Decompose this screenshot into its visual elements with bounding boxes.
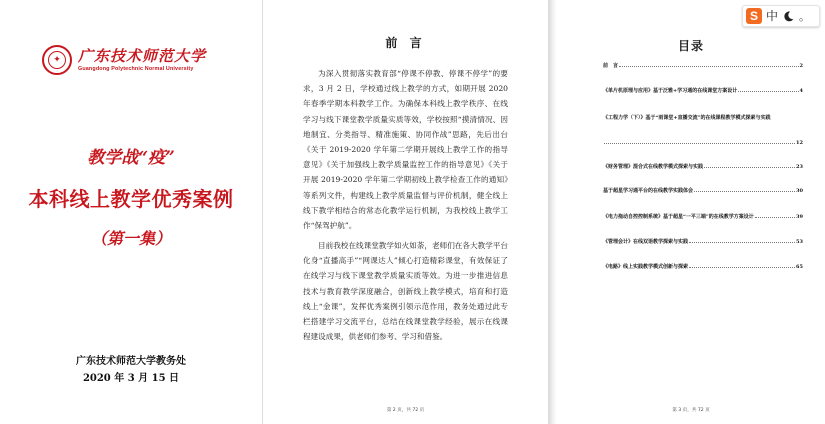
preface-paragraph: 为深入贯彻落实教育部“停课不停教、停课不停学”的要求，3 月 2 日，学校通过线上教学的方式，如期开展 2020 年春季学期本科教学工作。为确保本科线上教学秩序、在线学习与线下课堂教学质量实质等效，学校按照“摸清情况、因地制宜、分类指导、精准施策、协同作战”思路，先后出台《关于 2019-2020 学年第二学期开展线上教学工作的指导意见》《关于加强线上教学质量监控工作的指导意见》《关于开展 2019-2020 学年第二学期初线上教学检查工作的通知》等系列文件，构建线上教学质量监督与评价机制，健全线上线下教学相结合的常态化教学运行机制，为我校线上教学工作“保驾护航”。 bbox=[303, 69, 508, 231]
toc-entry[interactable] bbox=[603, 263, 803, 271]
toc-entry[interactable] bbox=[603, 62, 803, 70]
toc-entry[interactable] bbox=[603, 213, 803, 221]
ime-language-toggle[interactable]: 中 bbox=[766, 9, 779, 23]
logo-english-name: Guangdong Polytechnic Normal University bbox=[78, 66, 194, 72]
ime-logo-icon[interactable]: S bbox=[746, 8, 762, 24]
toc-entry-page: 65 bbox=[796, 264, 803, 270]
toc-entry-title: 前 言 bbox=[603, 63, 619, 69]
cover-volume: （第一集） bbox=[90, 229, 171, 248]
toc-title: 目录 bbox=[677, 39, 704, 53]
toc-entry[interactable] bbox=[603, 114, 803, 122]
toc-entry-page: 30 bbox=[796, 188, 803, 194]
toc-entry-title: 《电路》线上实践教学模式创新与探索 bbox=[603, 264, 689, 270]
page-number: 第 2 页，共 72 页 bbox=[386, 408, 425, 413]
ime-toolbar[interactable] bbox=[742, 5, 820, 27]
page-gap bbox=[548, 0, 557, 424]
toc-entry-page: 12 bbox=[796, 140, 803, 146]
toc-entry-title: 《管理会计》在线双语教学探索与实践 bbox=[603, 239, 689, 245]
moon-icon[interactable] bbox=[782, 10, 795, 23]
preface-paragraph: 目前我校在线课堂教学如火如荼，老师们在各大教学平台化身“直播高手”“网课达人”倾心打造精彩课堂，有效保证了在线学习与线下课堂教学质量实质等效。为进一步推进信息技术与教育教学深度融合，创新线上教学模式，培育和打造线上“金课”，发挥优秀案例引领示范作用，教务处通过此专栏搭建学习交流平台，总结在线课堂教学经验，展示在线课程建设成果，供老师们参考、学习和借鉴。 bbox=[303, 241, 508, 342]
cover-date: 2020 年 3 月 15 日 bbox=[82, 373, 180, 384]
cover-subtitle: 教学战“疫” bbox=[87, 148, 175, 168]
toc-entry-page: 23 bbox=[796, 164, 803, 170]
page-number: 第 3 页，共 72 页 bbox=[672, 408, 710, 413]
ime-punctuation-toggle[interactable]: 。 bbox=[799, 9, 811, 23]
toc-entry[interactable] bbox=[603, 238, 803, 246]
cover-issuer: 广东技术师范大学教务处 bbox=[76, 356, 186, 367]
toc-entry-page: 4 bbox=[799, 88, 803, 94]
toc-entry-page: 2 bbox=[799, 63, 803, 69]
cover-page bbox=[0, 0, 262, 424]
toc-entry-title: 《单片机原理与应用》基于泛雅+学习通的在线课堂方案设计 bbox=[603, 88, 738, 94]
toc-entry[interactable] bbox=[603, 87, 803, 95]
logo-chinese-name: 广东技术师范大学 bbox=[78, 47, 207, 65]
university-logo bbox=[42, 38, 247, 82]
toc-entry-title: 基于超星学习通平台的在线教学实践体会 bbox=[603, 188, 694, 194]
toc-page bbox=[557, 0, 825, 424]
toc-entry-title: 《电力拖动自控控制系统》基于超星“一平三端”的在线教学方案设计 bbox=[603, 214, 754, 220]
toc-entry-page: 39 bbox=[796, 214, 803, 220]
toc-entry-title: 《工程力学（下）》基于“雨课堂+直播交流”的在线课程教学模式探索与实践 bbox=[603, 115, 771, 121]
cover-title: 本科线上教学优秀案例 bbox=[28, 187, 234, 211]
toc-entry[interactable] bbox=[603, 187, 803, 195]
university-seal-icon: ✦ bbox=[42, 45, 72, 75]
preface-title: 前 言 bbox=[385, 36, 426, 50]
toc-entry-page: 53 bbox=[796, 239, 803, 245]
toc-entry-title: 《财务管理》混合式在线教学模式探索与实践 bbox=[603, 164, 704, 170]
toc-entry-continued[interactable] bbox=[603, 139, 803, 147]
toc-entry[interactable] bbox=[603, 163, 803, 171]
preface-page bbox=[263, 0, 548, 424]
